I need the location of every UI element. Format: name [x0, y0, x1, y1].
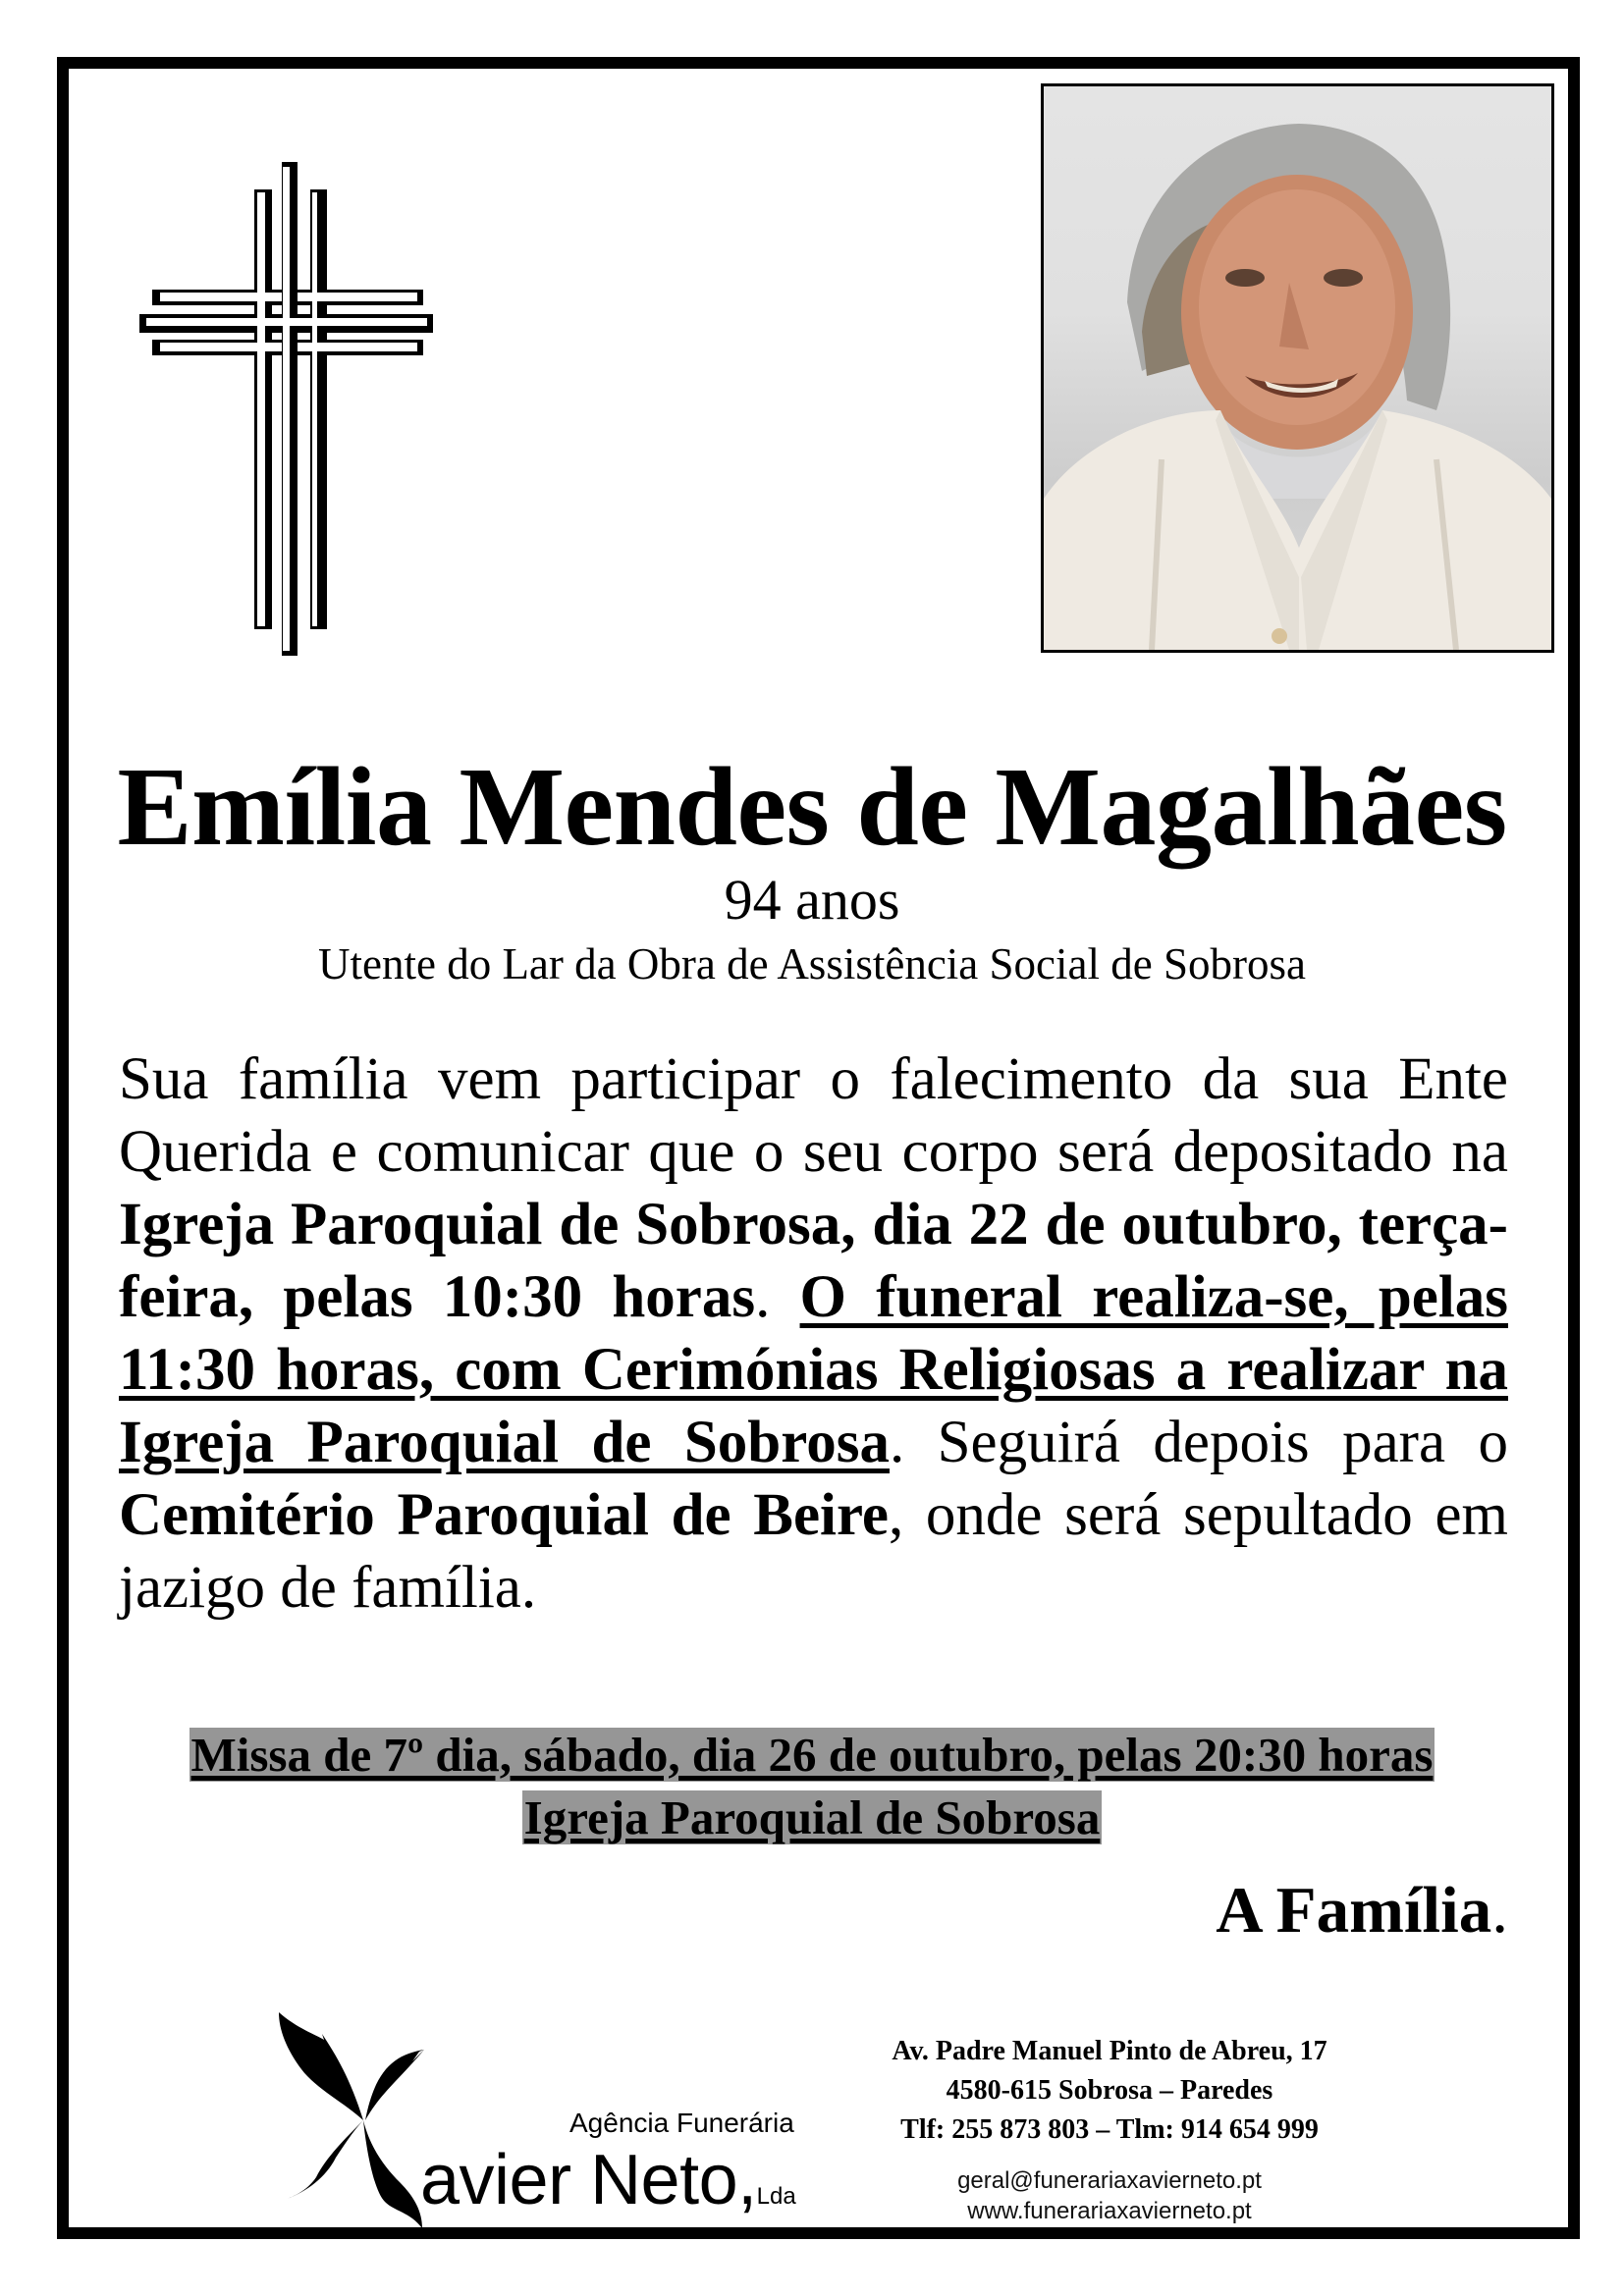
mass-location: Igreja Paroquial de Sobrosa: [523, 1790, 1101, 1844]
announcement-intro: Sua família vem participar o falecimento da sua Ente Querida e comunicar que o seu corpo será depositado na: [119, 1046, 1508, 1185]
cemetery-name: Cemitério Paroquial de Beire: [119, 1482, 890, 1548]
agency-name-main: avier Neto,: [420, 2141, 757, 2219]
agency-contact: [864, 2032, 1355, 2150]
agency-suffix: Lda: [756, 2183, 796, 2210]
agency-name: [420, 2140, 796, 2237]
website-link[interactable]: www.funerariaxavierneto.pt: [967, 2198, 1252, 2224]
portrait-illustration: [1044, 86, 1551, 650]
agency-logo-x-icon: [277, 2010, 424, 2228]
announcement-end: , onde será sepultado em jazigo de família.: [119, 1482, 1508, 1621]
mass-datetime: Missa de 7º dia, sábado, dia 26 de outubro, pelas 20:30 horas: [190, 1728, 1434, 1782]
agency-label: Agência Funerária: [569, 2108, 794, 2138]
mass-announcement: [59, 1726, 1565, 1851]
deceased-affiliation: Utente do Lar da Obra de Assistência Social de Sobrosa: [318, 939, 1306, 988]
deceased-age: 94 anos: [724, 868, 900, 932]
signature-text: A Família: [1216, 1874, 1492, 1947]
phone-numbers: Tlf: 255 873 803 – Tlm: 914 654 999: [900, 2114, 1319, 2145]
signature-punct: .: [1491, 1874, 1508, 1947]
announcement-sep: .: [755, 1264, 800, 1330]
agency-web-contact: [864, 2165, 1355, 2226]
funeral-details: O funeral realiza-se, pelas 11:30 horas, com Cerimónias Religiosas a realizar na Igreja Paroquial de Sobrosa: [119, 1264, 1508, 1475]
email-link[interactable]: geral@funerariaxavierneto.pt: [957, 2167, 1262, 2194]
signature: [1080, 1871, 1508, 1949]
wake-location-datetime: Igreja Paroquial de Sobrosa, dia 22 de outubro, terça-feira, pelas 10:30 horas: [119, 1192, 1508, 1330]
announcement-paragraph: [119, 1043, 1508, 1625]
announcement-continue: . Seguirá depois para o: [889, 1410, 1508, 1475]
address-line-1: Av. Padre Manuel Pinto de Abreu, 17: [892, 2036, 1327, 2066]
portrait-photo: [1041, 83, 1554, 653]
cross-icon: [137, 159, 437, 660]
deceased-name: Emília Mendes de Magalhães: [117, 744, 1507, 869]
address-line-2: 4580-615 Sobrosa – Paredes: [946, 2075, 1273, 2106]
